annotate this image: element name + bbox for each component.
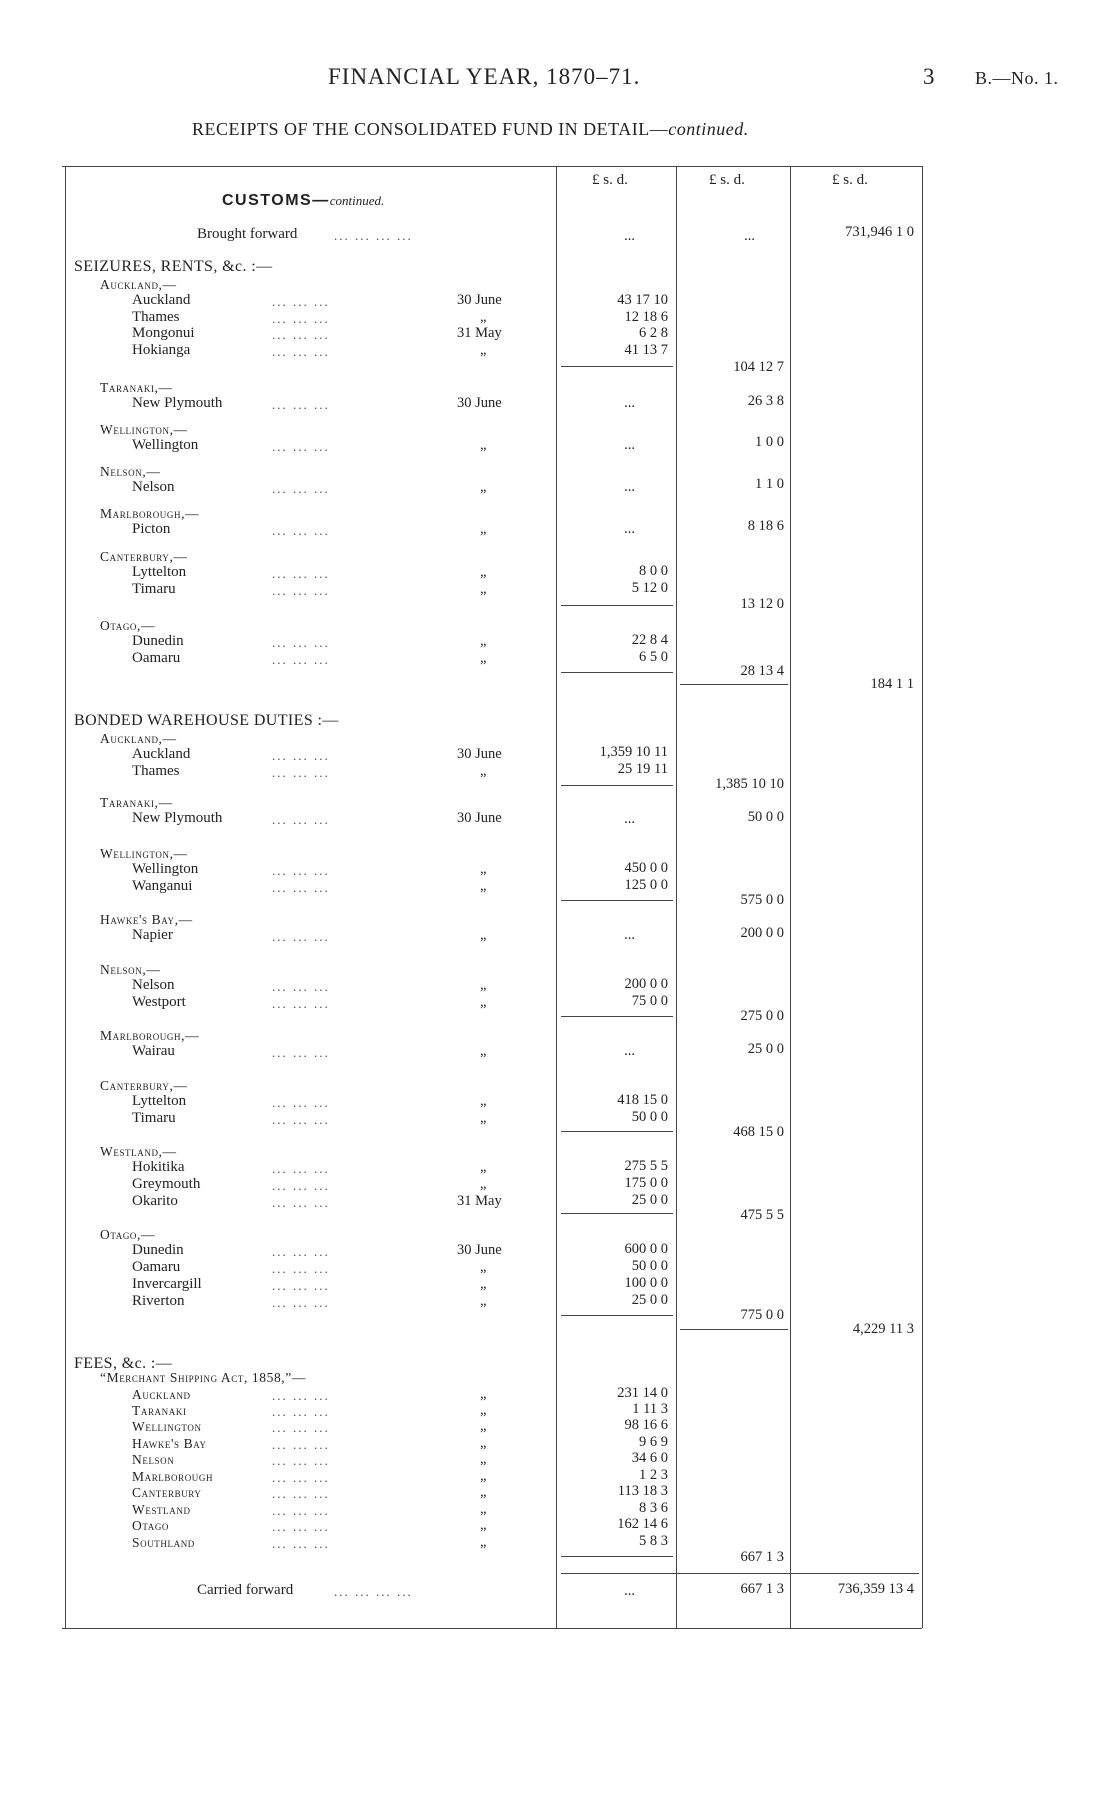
subtotal-rule [561,366,673,367]
row-leader-dots: ... ... ... [272,1420,330,1435]
brought-forward-c2: ... [744,228,755,244]
subtotal-rule [561,1315,673,1316]
bonded-hawkes-bay-heading: Hawke's Bay,— [100,912,193,927]
fees-row: Wellington [132,1419,202,1434]
row-date: „ [480,1259,487,1275]
row-name: Picton [132,521,171,537]
row-amount: 1,359 10 11 [599,744,668,760]
row-leader-dots: ... ... ... [272,1261,330,1276]
row-name: Greymouth [132,1176,201,1192]
merchant-shipping-act-heading: “Merchant Shipping Act, 1858,”— [100,1370,306,1385]
row-date: „ [480,1451,487,1467]
col3-header: £ s. d. [832,172,868,188]
carried-forward-label: Carried forward [197,1582,294,1598]
row-name: Nelson [132,479,175,495]
seizures-heading: SEIZURES, RENTS, &c. :— [74,258,273,275]
brought-forward-dots: ... ... ... ... [334,228,413,243]
row-date: „ [480,437,487,453]
seizures-auckland-row: Auckland [132,292,191,308]
subtotal: 200 0 0 [740,925,784,941]
row-date: 30 June [457,1242,502,1258]
row-name: Invercargill [132,1276,202,1292]
row-date: „ [480,994,487,1010]
row-date: „ [480,479,487,495]
subtotal: 25 0 0 [747,1041,784,1057]
customs-suffix: continued. [329,193,385,208]
row-leader-dots: ... ... ... [272,1161,330,1176]
row-date: 30 June [457,292,502,308]
row-amount: 5 8 3 [639,1533,668,1549]
row-name: Wairau [132,1043,175,1059]
col1-header: £ s. d. [592,172,628,188]
row-name: Westport [132,994,186,1010]
row-amount: 12 18 6 [624,309,668,325]
row-leader-dots: ... ... ... [272,748,330,763]
subtotal: 8 18 6 [747,518,784,534]
row-date: 31 May [457,325,502,341]
subtotal-rule [561,1016,673,1017]
fees-row: Hawke's Bay [132,1436,207,1451]
column-divider-3 [790,166,791,1628]
row-name: Hokitika [132,1159,185,1175]
customs-label: CUSTOMS— [222,192,330,209]
row-date: „ [480,1534,487,1550]
row-leader-dots: ... ... ... [272,1453,330,1468]
row-leader-dots: ... ... ... [272,652,330,667]
row-leader-dots: ... ... ... [272,1295,330,1310]
row-amount: 41 13 7 [624,342,668,358]
row-amount: 9 6 9 [639,1434,668,1450]
row-leader-dots: ... ... ... [272,1486,330,1501]
row-name: New Plymouth [132,395,223,411]
row-leader-dots: ... ... ... [272,1178,330,1193]
row-name: Oamaru [132,650,181,666]
row-amount: 231 14 0 [617,1385,668,1401]
document-reference: B.—No. 1. [975,68,1059,88]
subtotal: 475 5 5 [740,1207,784,1223]
bonded-taranaki-heading: Taranaki,— [100,795,173,810]
fees-subtotal: 667 1 3 [740,1549,784,1565]
row-date: 30 June [457,810,502,826]
row-leader-dots: ... ... ... [272,1244,330,1259]
row-date: „ [480,564,487,580]
subtotal: 50 0 0 [747,809,784,825]
row-name: Oamaru [132,1259,181,1275]
row-amount: 43 17 10 [617,292,668,308]
subtitle-suffix: continued. [668,119,749,139]
bonded-grand-total: 4,229 11 3 [852,1321,914,1337]
row-name: New Plymouth [132,810,223,826]
fees-row: Taranaki [132,1403,187,1418]
row-date: „ [480,927,487,943]
row-amount: 100 0 0 [624,1275,668,1291]
fees-row: Westland [132,1502,191,1517]
row-date: „ [480,1093,487,1109]
seizures-marlborough-heading: Marlborough,— [100,506,200,521]
seizures-otago-heading: Otago,— [100,618,156,633]
row-leader-dots: ... ... ... [272,812,330,827]
seizures-canterbury-heading: Canterbury,— [100,549,188,564]
row-name: Wellington [132,861,199,877]
subtotal: 26 3 8 [747,393,784,409]
row-amount: 418 15 0 [617,1092,668,1108]
row-leader-dots: ... ... ... [272,1045,330,1060]
row-amount: 175 0 0 [624,1175,668,1191]
row-date: 30 June [457,395,502,411]
page-subtitle [192,119,749,140]
page-title: FINANCIAL YEAR, 1870–71. [328,64,641,89]
bonded-nelson-heading: Nelson,— [100,962,161,977]
row-date: „ [480,650,487,666]
row-amount: 98 16 6 [624,1417,668,1433]
row-date: „ [480,1176,487,1192]
row-date: „ [480,1435,487,1451]
row-date: „ [480,1159,487,1175]
row-amount: ... [624,395,635,411]
row-date: „ [480,1110,487,1126]
fees-row: Marlborough [132,1469,214,1484]
bonded-otago-heading: Otago,— [100,1227,156,1242]
subtitle-prefix: RECEIPTS OF THE CONSOLIDATED FUND IN DETAIL— [192,119,669,139]
fees-heading: FEES, &c. :— [74,1355,173,1372]
subtotal-rule [561,785,673,786]
row-amount: 162 14 6 [617,1516,668,1532]
row-date: „ [480,342,487,358]
row-date: „ [480,878,487,894]
row-amount: 25 0 0 [631,1192,668,1208]
row-leader-dots: ... ... ... [272,979,330,994]
subtotal: 468 15 0 [733,1124,784,1140]
subtotal: 575 0 0 [740,892,784,908]
row-name: Thames [132,763,180,779]
row-leader-dots: ... ... ... [272,1095,330,1110]
row-leader-dots: ... ... ... [272,1519,330,1534]
row-leader-dots: ... ... ... [272,765,330,780]
brought-forward-c1: ... [624,228,635,244]
fees-row: Southland [132,1535,195,1550]
row-leader-dots: ... ... ... [272,311,330,326]
carried-forward-rule [561,1573,919,1574]
bonded-marlborough-heading: Marlborough,— [100,1028,200,1043]
customs-heading [222,192,384,210]
row-date: „ [480,1501,487,1517]
row-date: „ [480,1484,487,1500]
row-amount: 1 2 3 [639,1467,668,1483]
table-top-rule [62,166,922,167]
row-name: Timaru [132,581,176,597]
row-amount: 450 0 0 [624,860,668,876]
row-date: „ [480,1418,487,1434]
row-date: „ [480,861,487,877]
carried-forward-dots: ... ... ... ... [334,1584,413,1599]
subtotal-rule [561,900,673,901]
row-leader-dots: ... ... ... [272,1503,330,1518]
seizures-auckland-heading: Auckland,— [100,277,177,292]
row-leader-dots: ... ... ... [272,880,330,895]
row-amount: 6 5 0 [639,649,668,665]
row-date: „ [480,1043,487,1059]
row-amount: 22 8 4 [631,632,668,648]
row-leader-dots: ... ... ... [272,294,330,309]
row-name: Timaru [132,1110,176,1126]
row-leader-dots: ... ... ... [272,327,330,342]
row-amount: 200 0 0 [624,976,668,992]
row-date: „ [480,1276,487,1292]
row-name: Wanganui [132,878,193,894]
row-leader-dots: ... ... ... [272,1388,330,1403]
subtotal-rule [561,1213,673,1214]
row-amount: ... [624,521,635,537]
brought-forward-label: Brought forward [197,226,298,242]
row-amount: 1 11 3 [632,1401,668,1417]
carried-forward-c3: 736,359 13 4 [837,1581,914,1597]
row-leader-dots: ... ... ... [272,523,330,538]
column-divider-1 [556,166,557,1628]
row-date: „ [480,633,487,649]
seizures-auckland-row: Mongonui [132,325,195,341]
row-leader-dots: ... ... ... [272,1470,330,1485]
row-leader-dots: ... ... ... [272,929,330,944]
row-date: „ [480,977,487,993]
subtotal: 1,385 10 10 [715,776,784,792]
row-leader-dots: ... ... ... [272,1404,330,1419]
fees-row: Nelson [132,1452,175,1467]
bonded-heading: BONDED WAREHOUSE DUTIES :— [74,712,339,729]
row-amount: 50 0 0 [631,1109,668,1125]
row-name: Napier [132,927,173,943]
row-leader-dots: ... ... ... [272,566,330,581]
row-date: 31 May [457,1193,502,1209]
subtotal: 775 0 0 [740,1307,784,1323]
row-amount: ... [624,479,635,495]
subtotal: 275 0 0 [740,1008,784,1024]
table-bottom-rule [62,1628,922,1629]
row-leader-dots: ... ... ... [272,635,330,650]
row-leader-dots: ... ... ... [272,996,330,1011]
row-date: „ [480,1293,487,1309]
row-amount: 6 2 8 [639,325,668,341]
row-name: Wellington [132,437,199,453]
fees-row: Otago [132,1518,170,1533]
row-amount: ... [624,1043,635,1059]
row-amount: 5 12 0 [631,580,668,596]
col2-header: £ s. d. [709,172,745,188]
row-leader-dots: ... ... ... [272,1195,330,1210]
row-amount: ... [624,927,635,943]
subtotal: 28 13 4 [740,663,784,679]
row-date: 30 June [457,746,502,762]
table-right-border [922,166,923,1628]
carried-forward-c2: 667 1 3 [740,1581,784,1597]
row-name: Dunedin [132,1242,184,1258]
subtotal: 1 1 0 [755,476,784,492]
brought-forward-c3: 731,946 1 0 [845,224,914,240]
row-amount: 8 3 6 [639,1500,668,1516]
row-amount: 50 0 0 [631,1258,668,1274]
row-date: „ [480,581,487,597]
row-amount: 113 18 3 [617,1483,668,1499]
subtotal: 104 12 7 [733,359,784,375]
row-leader-dots: ... ... ... [272,344,330,359]
row-amount: 125 0 0 [624,877,668,893]
row-leader-dots: ... ... ... [272,1536,330,1551]
row-name: Lyttelton [132,564,187,580]
row-date: „ [480,1517,487,1533]
row-date: „ [480,309,487,325]
fees-row: Canterbury [132,1485,202,1500]
section-total-rule [680,1329,788,1330]
row-amount: ... [624,811,635,827]
section-total-rule [680,684,788,685]
subtotal-rule [561,672,673,673]
row-name: Okarito [132,1193,178,1209]
table-left-border [65,166,66,1628]
row-amount: 34 6 0 [631,1450,668,1466]
page-number: 3 [923,64,936,89]
subtotal-rule [561,1556,673,1557]
row-date: „ [480,763,487,779]
fees-row: Auckland [132,1387,191,1402]
subtotal: 13 12 0 [740,596,784,612]
row-name: Auckland [132,746,191,762]
row-amount: 25 0 0 [631,1292,668,1308]
seizures-wellington-heading: Wellington,— [100,422,188,437]
row-date: „ [480,521,487,537]
row-date: „ [480,1386,487,1402]
row-amount: 8 0 0 [639,563,668,579]
row-leader-dots: ... ... ... [272,1437,330,1452]
row-name: Riverton [132,1293,185,1309]
row-leader-dots: ... ... ... [272,583,330,598]
row-name: Nelson [132,977,175,993]
row-leader-dots: ... ... ... [272,397,330,412]
bonded-auckland-heading: Auckland,— [100,731,177,746]
row-amount: 275 5 5 [624,1158,668,1174]
seizures-auckland-row: Hokianga [132,342,191,358]
row-amount: 25 19 11 [617,761,668,777]
bonded-wellington-heading: Wellington,— [100,846,188,861]
row-amount: ... [624,437,635,453]
row-amount: 600 0 0 [624,1241,668,1257]
column-divider-2 [676,166,677,1628]
subtotal-rule [561,1131,673,1132]
carried-forward-c1: ... [624,1583,635,1599]
row-leader-dots: ... ... ... [272,439,330,454]
row-leader-dots: ... ... ... [272,1278,330,1293]
row-name: Dunedin [132,633,184,649]
row-amount: 75 0 0 [631,993,668,1009]
bonded-canterbury-heading: Canterbury,— [100,1078,188,1093]
row-date: „ [480,1468,487,1484]
row-leader-dots: ... ... ... [272,1112,330,1127]
seizures-grand-total: 184 1 1 [870,676,914,692]
row-leader-dots: ... ... ... [272,863,330,878]
subtotal-rule [561,605,673,606]
row-date: „ [480,1402,487,1418]
bonded-westland-heading: Westland,— [100,1144,177,1159]
seizures-taranaki-heading: Taranaki,— [100,380,173,395]
seizures-auckland-row: Thames [132,309,180,325]
row-leader-dots: ... ... ... [272,481,330,496]
seizures-nelson-heading: Nelson,— [100,464,161,479]
row-name: Lyttelton [132,1093,187,1109]
subtotal: 1 0 0 [755,434,784,450]
